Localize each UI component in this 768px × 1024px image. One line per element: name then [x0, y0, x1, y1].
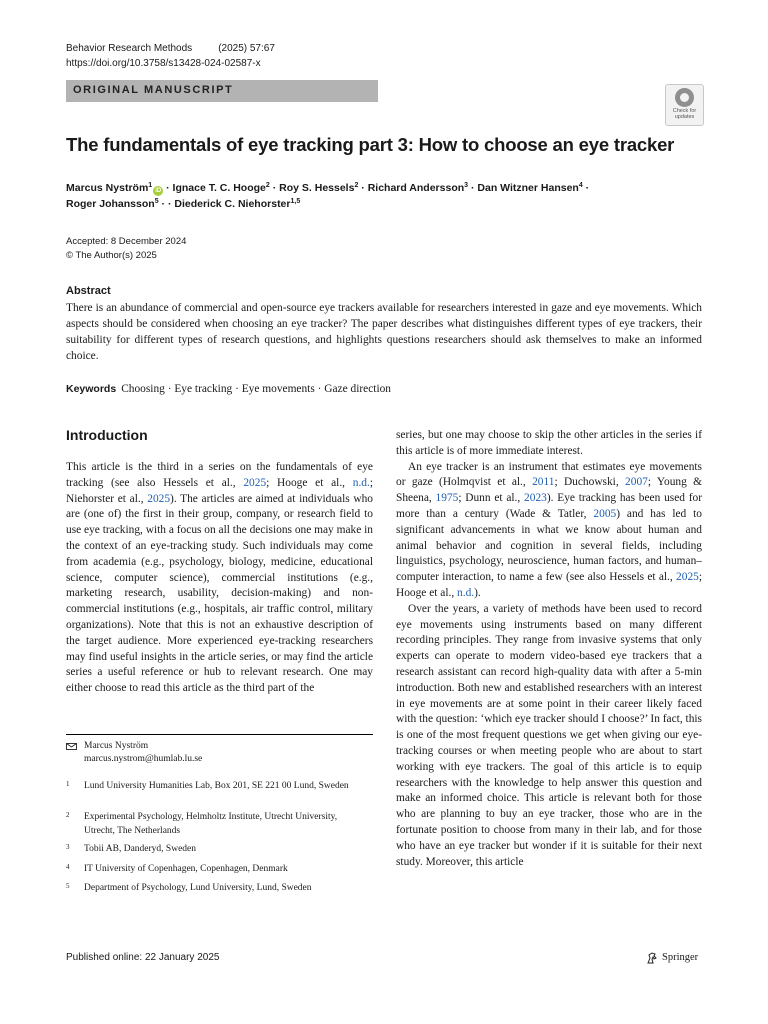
introduction-heading: Introduction — [66, 427, 148, 443]
citation-link[interactable]: 2023 — [524, 492, 547, 505]
paragraph-text: ) and has led to significant advancements in what we know about human and animal behavior and cognition in several fields, including linguistics, psychology, neuroscience, human factors, and human–computer interaction, to name a few (see also Hessels et al., — [396, 507, 703, 584]
copyright-line: © The Author(s) 2025 — [66, 249, 157, 261]
paragraph-text: series, but one may choose to skip the other articles in the series if this article is of more immediate interest. — [396, 429, 702, 457]
author-affiliation-marker: 4 — [578, 182, 583, 189]
author-affiliation-marker: 3 — [464, 182, 469, 189]
author-name: Diederick C. Niehorster — [174, 198, 291, 210]
paragraph-text: ; Niehorster et al., — [66, 476, 374, 505]
citation-link[interactable]: 1975 — [435, 492, 459, 505]
keywords-label: Keywords — [66, 383, 117, 395]
paragraph-text: This article is the third in a series on the fundamentals of eye tracking (see also Hessels et al., — [66, 461, 373, 489]
article-dates — [66, 235, 186, 262]
paragraph-text: Over the years, a variety of methods have been used to record eye movements using instruments based on many different recording principles. They range from invasive systems that only experts can operate to modern video-based eye trackers that a research assistant can record high-quality data with after a 5-min introduction. Both new and established researchers with an interest in eye movements are at some point in their career likely faced with the question: ‘which eye tracker should I choose?’ In fact, this is one of the most frequent questions we get when giving our eye-tracking courses or when meeting people who are about to start working with eye trackers. The goal of this article is to equip researchers with the knowledge to help answer this question and make an informed choice. This article is relevant both for those who are planning to buy an eye tracker, those who are in the fortunate position to choose from many in their lab, and for those who have an eye tracker but wonder if it is suitable for their next study. Moreover, this article — [396, 602, 702, 868]
author-name: Marcus Nyström — [66, 182, 149, 194]
author-affiliation-marker: 2 — [354, 182, 359, 189]
accepted-date: Accepted: 8 December 2024 — [66, 236, 187, 247]
citation-link[interactable]: 2011 — [532, 476, 555, 489]
check-for-updates-badge[interactable] — [665, 84, 704, 126]
paper-title: The fundamentals of eye tracking part 3: How to choose an eye tracker — [66, 134, 675, 155]
manuscript-type-label: ORIGINAL MANUSCRIPT — [73, 84, 234, 96]
paragraph-text: ; Hooge et al., — [266, 476, 353, 489]
citation-link[interactable]: 2025 — [676, 571, 699, 584]
paragraph-text: ). — [474, 586, 481, 599]
author-name: Richard Andersson — [367, 182, 465, 194]
paragraph-text: ). The articles are aimed at individuals who are (one of) the first in their group, company, or research field to use eye tracking, with a focus on all the decisions one may make in the context of an eye-tracking study. Such individuals may come from academia (e.g., psychology, biology, medicine, educational science, computer science), commercial institutions (e.g., marketing research, usability, decision-making) and non-commercial institutions (e.g., hospitals, air traffic control, military organizations). Note that this is not an exhaustive description of the target audience. More experienced eye-tracking researchers may find useful insights in the article series, or may find the article series a useful reference or hub to relevant research. One may either choose to read this article as the third part of the — [66, 492, 373, 695]
intro-paragraph-3 — [396, 602, 702, 871]
citation-link[interactable]: n.d. — [457, 586, 475, 599]
author-name: Roy S. Hessels — [279, 182, 355, 194]
correspondence-email[interactable]: marcus.nystrom@humlab.lu.se — [84, 754, 203, 764]
publisher-name: Springer — [662, 952, 699, 963]
intro-paragraph-1 — [66, 460, 373, 697]
journal-header — [66, 41, 275, 71]
author-name: Roger Johansson — [66, 198, 155, 210]
paragraph-text: ; Duchowski, — [554, 476, 626, 489]
paragraph-text: ; Young & Sheena, — [396, 476, 702, 505]
check-updates-icon — [675, 88, 694, 107]
published-date: Published online: 22 January 2025 — [66, 952, 220, 963]
author-affiliation-marker: 2 — [265, 182, 270, 189]
paragraph-text: ; Hooge et al., — [396, 571, 702, 599]
check-updates-label: Check for updates — [672, 108, 697, 120]
footnote-divider — [66, 734, 373, 735]
author-affiliation-marker: 1,5 — [290, 198, 301, 205]
abstract-text: There is an abundance of commercial and open-source eye trackers available for researchers interested in gaze and eye movements. Which aspects should be considered when choosing an eye tracker? The paper describes what distinguishes different types of eye trackers, their suitability for different types of research questions, and highlights questions researchers should ask themselves to make an informed choice. — [66, 302, 702, 362]
left-column — [66, 460, 373, 697]
keywords — [66, 381, 391, 397]
journal-citation: (2025) 57:67 — [218, 43, 275, 54]
springer-horse-icon — [645, 951, 659, 965]
citation-link[interactable]: 2007 — [625, 476, 648, 489]
envelope-icon — [66, 743, 77, 750]
author-name: Ignace T. C. Hooge — [172, 182, 266, 194]
right-column — [396, 428, 702, 870]
keywords-text: Choosing · Eye tracking · Eye movements · Gaze direction — [121, 383, 391, 395]
doi-link[interactable]: https://doi.org/10.3758/s13428-024-02587-x — [66, 58, 261, 69]
author-affiliation-marker: 5 — [154, 198, 159, 205]
paragraph-text: ). Eye tracking has been used for more than a century (Wade & Tatler, — [396, 492, 703, 520]
citation-link[interactable]: 2005 — [593, 507, 617, 520]
manuscript-type-bar — [66, 80, 378, 102]
orcid-icon[interactable]: iD — [155, 188, 162, 194]
citation-link[interactable]: 2025 — [243, 476, 267, 489]
journal-name: Behavior Research Methods — [66, 43, 193, 54]
author-list: Marcus Nyström$^1$iD · Ignace T. C. Hooge$^2$ · Roy S. Hessels$^2$ · Richard Andersson$^3$ · Dan Witzner Hansen$^4$ · Roger Johansson$^5$ · · Diederick C. Niehorster$^{1,5}$ — [66, 182, 590, 210]
paragraph-text: An eye tracker is an instrument that estimates eye movements or gaze (Holmqvist et al., — [396, 460, 702, 489]
correspondence-name: Marcus Nyström — [84, 741, 149, 751]
author-affiliation-marker: 1 — [148, 182, 153, 189]
citation-link[interactable]: 2025 — [147, 492, 171, 505]
abstract-heading: Abstract — [66, 285, 111, 297]
intro-paragraph-2 — [396, 460, 702, 602]
intro-paragraph-continued — [396, 428, 702, 460]
author-name: Dan Witzner Hansen — [477, 182, 579, 194]
citation-link[interactable]: n.d. — [352, 476, 370, 489]
paragraph-text: ; Dunn et al., — [458, 492, 525, 505]
